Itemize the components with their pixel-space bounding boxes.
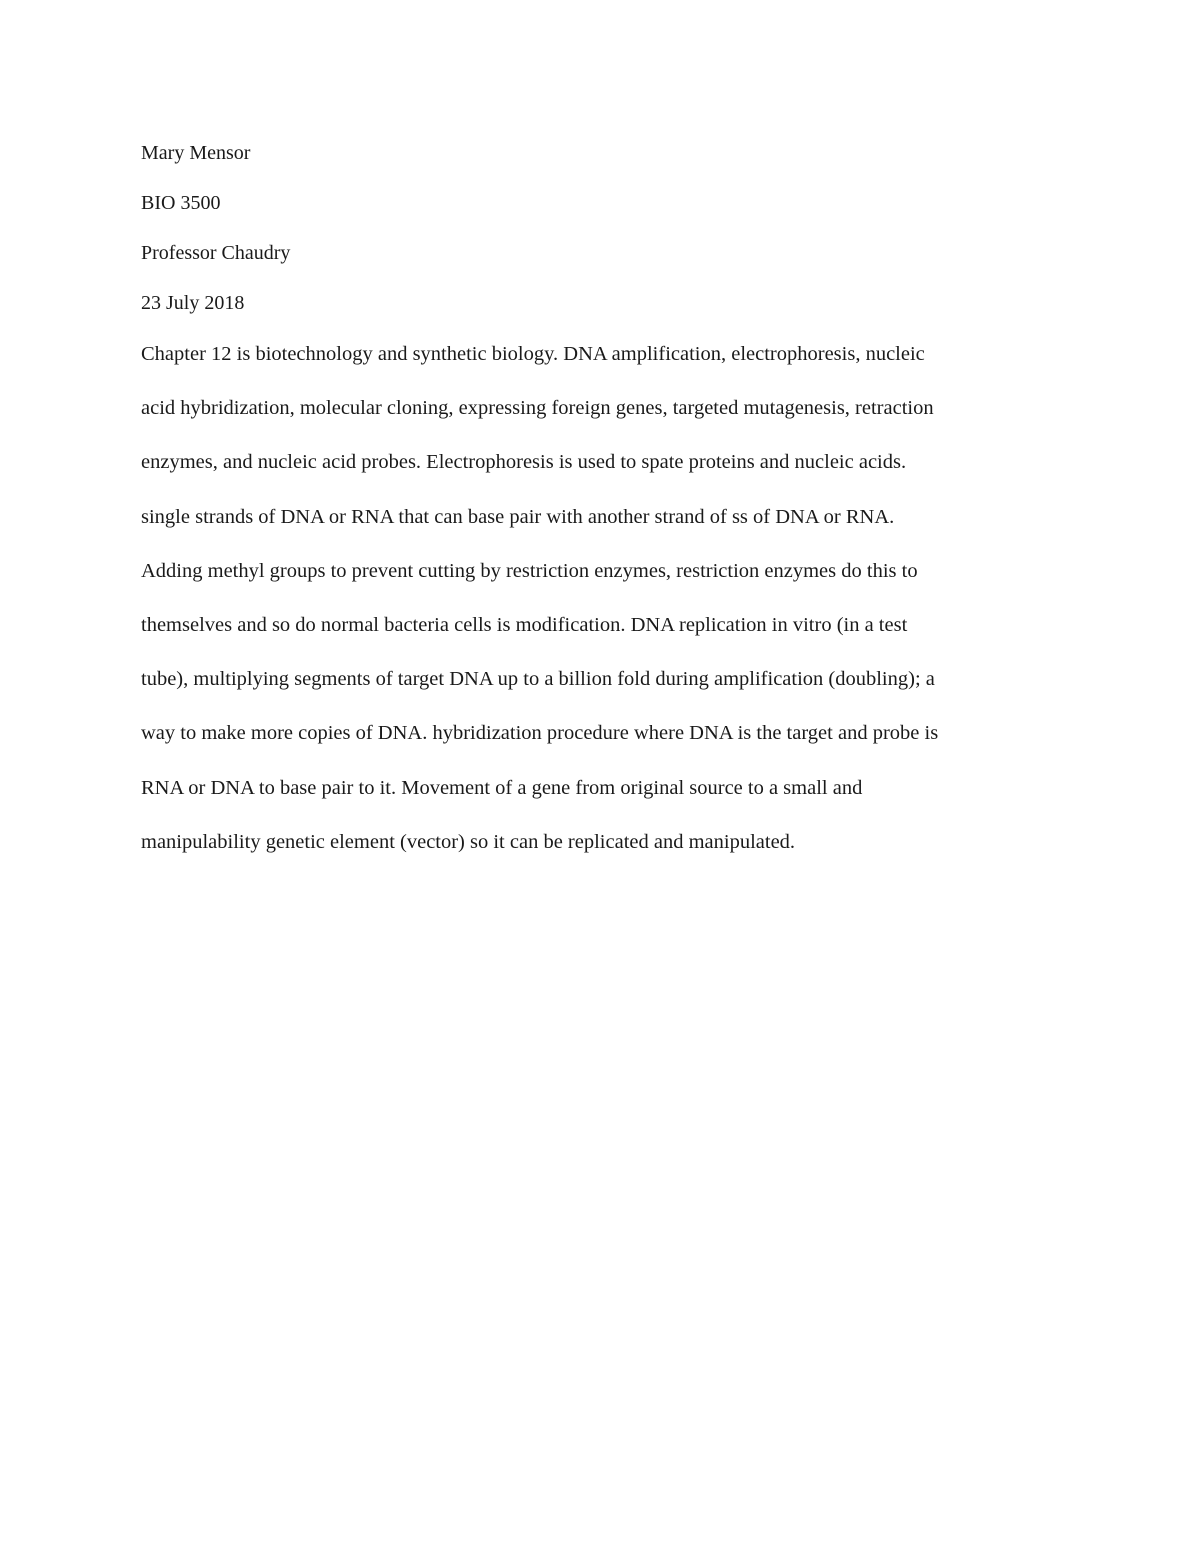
paragraph-line: themselves and so do normal bacteria cells is modification. DNA replication in vitro (in a test: [141, 613, 908, 636]
document-date: 23 July 2018: [141, 292, 245, 314]
paragraph-line: tube), multiplying segments of target DNA up to a billion fold during amplification (doubling); a: [141, 668, 935, 691]
paragraph-line: RNA or DNA to base pair to it. Movement of a gene from original source to a small and: [141, 776, 863, 799]
paragraph-line: Chapter 12 is biotechnology and synthetic biology. DNA amplification, electrophoresis, nucleic: [141, 343, 925, 365]
body-paragraph: [141, 341, 1071, 883]
course-code: BIO 3500: [141, 192, 221, 214]
paragraph-line: enzymes, and nucleic acid probes. Electrophoresis is used to spate proteins and nucleic acids.: [141, 451, 907, 474]
paragraph-line: Adding methyl groups to prevent cutting by restriction enzymes, restriction enzymes do this to: [141, 559, 918, 582]
paragraph-line: way to make more copies of DNA. hybridization procedure where DNA is the target and probe is: [141, 722, 939, 745]
paragraph-line: single strands of DNA or RNA that can base pair with another strand of ss of DNA or RNA.: [141, 505, 895, 528]
document-header: [141, 141, 1071, 341]
paragraph-line: acid hybridization, molecular cloning, expressing foreign genes, targeted mutagenesis, retraction: [141, 397, 934, 420]
professor-name: Professor Chaudry: [141, 242, 291, 264]
student-name: Mary Mensor: [141, 142, 251, 164]
paragraph-line: manipulability genetic element (vector) so it can be replicated and manipulated.: [141, 830, 796, 853]
